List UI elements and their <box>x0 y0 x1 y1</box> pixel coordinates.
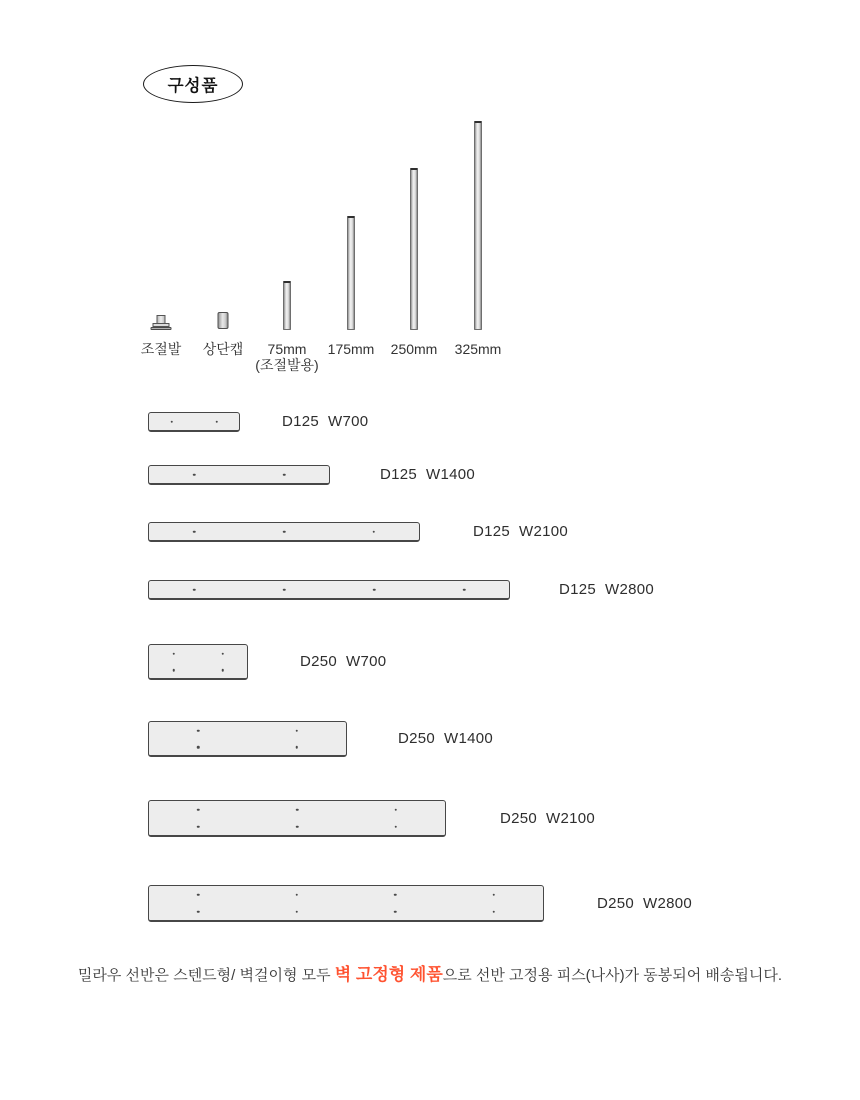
screw-hole <box>193 588 196 591</box>
board-d250-w700 <box>148 644 248 680</box>
board-d125-w700 <box>148 412 240 432</box>
pole-325mm-label: 325mm <box>454 341 502 357</box>
screw-hole <box>394 809 397 812</box>
board-label-d250-w2100: D250 W2100 <box>500 809 596 827</box>
screw-hole <box>197 729 200 732</box>
note-suffix: 으로 선반 고정용 피스(나사)가 동봉되어 배송됩니다. <box>442 967 783 984</box>
screw-hole <box>221 652 224 655</box>
screw-hole <box>197 911 200 914</box>
leveling-foot-shape <box>151 315 172 331</box>
leveling-foot-foot-stub <box>157 315 166 323</box>
board-d250-w2800 <box>148 885 544 922</box>
screw-hole <box>493 911 496 914</box>
board-d125-w2100 <box>148 522 420 542</box>
shipping-note <box>0 964 860 987</box>
screw-hole <box>373 530 376 533</box>
board-label-d125-w1400: D125 W1400 <box>380 466 476 483</box>
screw-hole <box>197 826 200 829</box>
top-cap-label: 상단캡 <box>202 341 244 357</box>
pole-75mm-shape <box>283 281 291 330</box>
board-label-d250-w700: D250 W700 <box>300 653 387 670</box>
screw-hole <box>394 911 397 914</box>
screw-hole <box>283 473 286 476</box>
pole-250mm-label: 250mm <box>390 341 438 357</box>
screw-hole <box>463 588 466 591</box>
screw-hole <box>283 530 286 533</box>
board-label-d125-w2800: D125 W2800 <box>559 581 655 598</box>
screw-hole <box>197 894 200 897</box>
screw-hole <box>221 669 224 672</box>
components-row <box>0 0 860 330</box>
leveling-foot-foot-lip <box>151 327 172 331</box>
screw-hole <box>215 420 218 423</box>
pole-75mm <box>283 281 291 330</box>
board-d250-w1400 <box>148 721 347 757</box>
board-d250-w2100 <box>148 800 446 837</box>
board-label-d250-w2800: D250 W2800 <box>597 894 693 912</box>
top-cap-shape <box>218 312 229 329</box>
board-d125-w1400 <box>148 465 330 485</box>
pole-75mm-sublabel: (조절발용) <box>255 357 319 373</box>
screw-hole <box>197 809 200 812</box>
screw-hole <box>296 746 299 749</box>
board-label-d125-w2100: D125 W2100 <box>473 523 569 540</box>
pole-175mm-label: 175mm <box>327 341 375 357</box>
screw-hole <box>296 894 299 897</box>
screw-hole <box>193 530 196 533</box>
screw-hole <box>394 826 397 829</box>
pole-250mm <box>410 168 418 330</box>
pole-325mm <box>474 121 482 330</box>
pole-175mm-shape <box>347 216 355 330</box>
screw-hole <box>172 669 175 672</box>
leveling-foot-label: 조절발 <box>140 341 182 357</box>
screw-hole <box>373 588 376 591</box>
pole-325mm-shape <box>474 121 482 330</box>
components-badge-label: 구성품 <box>167 77 219 95</box>
pole-250mm-shape <box>410 168 418 330</box>
board-label-d125-w700: D125 W700 <box>282 413 369 430</box>
screw-hole <box>296 729 299 732</box>
screw-hole <box>193 473 196 476</box>
screw-hole <box>296 911 299 914</box>
screw-hole <box>296 809 299 812</box>
screw-hole <box>283 588 286 591</box>
note-highlight: 벽 고정형 제품 <box>334 965 443 984</box>
screw-hole <box>197 746 200 749</box>
screw-hole <box>493 894 496 897</box>
screw-hole <box>170 420 173 423</box>
board-d125-w2800 <box>148 580 510 600</box>
pole-175mm <box>347 216 355 330</box>
note-prefix: 밀라우 선반은 스텐드형/ 벽걸이형 모두 <box>77 967 335 984</box>
leveling-foot <box>151 315 172 331</box>
screw-hole <box>172 652 175 655</box>
screw-hole <box>394 894 397 897</box>
top-cap <box>218 312 229 330</box>
pole-75mm-label: 75mm (조절발용) <box>255 341 319 373</box>
board-label-d250-w1400: D250 W1400 <box>398 730 494 747</box>
screw-hole <box>296 826 299 829</box>
